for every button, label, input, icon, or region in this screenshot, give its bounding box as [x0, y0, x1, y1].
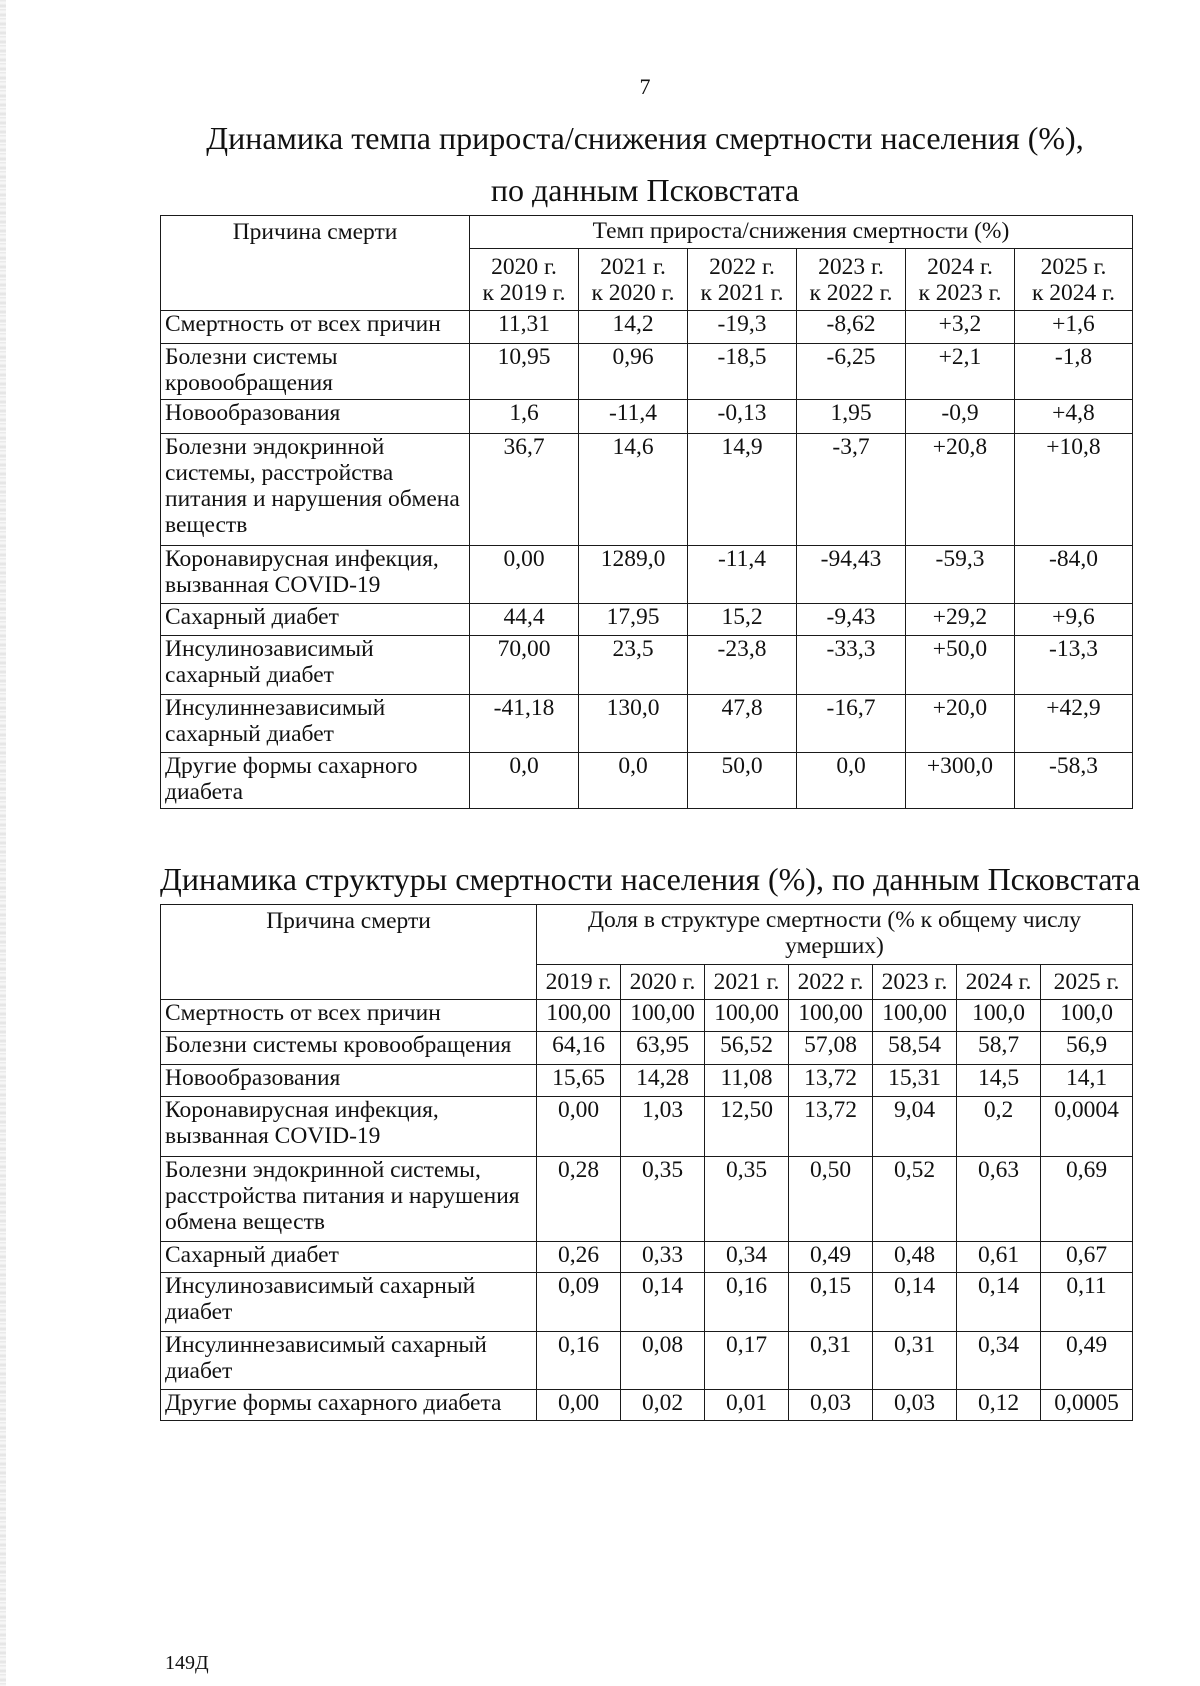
value-cell: -94,43 [797, 546, 906, 604]
value-cell: +2,1 [906, 344, 1015, 400]
value-cell: 1,95 [797, 400, 906, 434]
table-row [161, 1157, 1133, 1242]
cause-cell: Инсулинозависимый сахарный диабет [161, 636, 470, 695]
value-cell: 0,96 [579, 344, 688, 400]
table2-year-header: 2021 г. [705, 965, 789, 1000]
value-cell: -59,3 [906, 546, 1015, 604]
cause-cell: Инсулиннезависимый сахарный диабет [161, 1332, 537, 1390]
value-cell: +20,8 [906, 434, 1015, 546]
value-cell: 100,00 [621, 1000, 705, 1032]
value-cell: 0,52 [873, 1157, 957, 1242]
table-row [161, 311, 1133, 344]
cause-cell: Инсулинозависимый сахарный диабет [161, 1273, 537, 1332]
value-cell: 0,35 [705, 1157, 789, 1242]
mortality-structure-table [160, 904, 1133, 1421]
cause-cell: Коронавирусная инфекция, вызванная COVID-19 [161, 1097, 537, 1157]
table1-title-line1: Динамика темпа прироста/снижения смертности населения (%), [206, 120, 1084, 156]
value-cell: 10,95 [470, 344, 579, 400]
value-cell: 0,01 [705, 1390, 789, 1421]
value-cell: +300,0 [906, 753, 1015, 809]
value-cell: 0,16 [537, 1332, 621, 1390]
value-cell: 58,54 [873, 1032, 957, 1065]
value-cell: 44,4 [470, 604, 579, 636]
value-cell: 0,35 [621, 1157, 705, 1242]
value-cell: +4,8 [1015, 400, 1133, 434]
table-row [161, 400, 1133, 434]
value-cell: +29,2 [906, 604, 1015, 636]
value-cell: -18,5 [688, 344, 797, 400]
value-cell: 15,65 [537, 1065, 621, 1097]
value-cell: 1289,0 [579, 546, 688, 604]
value-cell: 0,09 [537, 1273, 621, 1332]
value-cell: 0,00 [537, 1390, 621, 1421]
table1-header-group: Темп прироста/снижения смертности (%) [470, 216, 1133, 249]
value-cell: -84,0 [1015, 546, 1133, 604]
cause-cell: Коронавирусная инфекция, вызванная COVID-19 [161, 546, 470, 604]
value-cell: 58,7 [957, 1032, 1041, 1065]
value-cell: 0,48 [873, 1242, 957, 1273]
scan-edge [0, 0, 6, 1686]
value-cell: 14,5 [957, 1065, 1041, 1097]
value-cell: 0,16 [705, 1273, 789, 1332]
table2-title: Динамика структуры смертности населения (%), по данным Псковстата [160, 861, 1141, 897]
cause-cell: Сахарный диабет [161, 604, 470, 636]
value-cell: 0,0 [579, 753, 688, 809]
value-cell: 100,0 [1041, 1000, 1133, 1032]
cause-cell: Другие формы сахарного диабета [161, 1390, 537, 1421]
table-row [161, 1065, 1133, 1097]
value-cell: 0,11 [1041, 1273, 1133, 1332]
value-cell: 0,49 [1041, 1332, 1133, 1390]
value-cell: 0,17 [705, 1332, 789, 1390]
value-cell: +3,2 [906, 311, 1015, 344]
value-cell: 0,0004 [1041, 1097, 1133, 1157]
value-cell: -0,13 [688, 400, 797, 434]
table1-year-header: 2025 г. к 2024 г. [1015, 249, 1133, 311]
value-cell: -11,4 [688, 546, 797, 604]
value-cell: 0,03 [789, 1390, 873, 1421]
value-cell: 23,5 [579, 636, 688, 695]
value-cell: 0,02 [621, 1390, 705, 1421]
cause-cell: Другие формы сахарного диабета [161, 753, 470, 809]
cause-cell: Болезни эндокринной системы, расстройства питания и нарушения обмена веществ [161, 1157, 537, 1242]
value-cell: 15,2 [688, 604, 797, 636]
value-cell: 0,28 [537, 1157, 621, 1242]
value-cell: 0,26 [537, 1242, 621, 1273]
table2-year-header: 2019 г. [537, 965, 621, 1000]
table1-title-line2: по данным Псковстата [490, 172, 800, 208]
value-cell: -0,9 [906, 400, 1015, 434]
table2-header-group: Доля в структуре смертности (% к общему числу умерших) [537, 905, 1133, 965]
table1-year-header: 2023 г. к 2022 г. [797, 249, 906, 311]
table1-header-cause: Причина смерти [161, 216, 470, 311]
value-cell: -11,4 [579, 400, 688, 434]
table-row [161, 1332, 1133, 1390]
value-cell: +50,0 [906, 636, 1015, 695]
value-cell: 14,9 [688, 434, 797, 546]
table-row [161, 753, 1133, 809]
cause-cell: Сахарный диабет [161, 1242, 537, 1273]
value-cell: -8,62 [797, 311, 906, 344]
table-row [161, 604, 1133, 636]
value-cell: 14,28 [621, 1065, 705, 1097]
value-cell: -41,18 [470, 695, 579, 753]
value-cell: 0,34 [957, 1332, 1041, 1390]
table-row [161, 1097, 1133, 1157]
page-number: 7 [639, 74, 651, 99]
cause-cell: Инсулиннезависимый сахарный диабет [161, 695, 470, 753]
value-cell: 0,2 [957, 1097, 1041, 1157]
value-cell: 9,04 [873, 1097, 957, 1157]
table-row [161, 1273, 1133, 1332]
value-cell: 14,1 [1041, 1065, 1133, 1097]
table-row [161, 546, 1133, 604]
value-cell: 100,00 [537, 1000, 621, 1032]
value-cell: 0,03 [873, 1390, 957, 1421]
value-cell: 100,00 [789, 1000, 873, 1032]
cause-cell: Новообразования [161, 400, 470, 434]
value-cell: +10,8 [1015, 434, 1133, 546]
value-cell: 57,08 [789, 1032, 873, 1065]
value-cell: 0,12 [957, 1390, 1041, 1421]
value-cell: 0,63 [957, 1157, 1041, 1242]
value-cell: 11,08 [705, 1065, 789, 1097]
value-cell: 0,67 [1041, 1242, 1133, 1273]
value-cell: +20,0 [906, 695, 1015, 753]
mortality-growth-table [160, 215, 1133, 809]
value-cell: 0,14 [957, 1273, 1041, 1332]
value-cell: 50,0 [688, 753, 797, 809]
value-cell: 130,0 [579, 695, 688, 753]
cause-cell: Смертность от всех причин [161, 1000, 537, 1032]
table2-year-header: 2020 г. [621, 965, 705, 1000]
value-cell: -3,7 [797, 434, 906, 546]
value-cell: 0,08 [621, 1332, 705, 1390]
value-cell: 47,8 [688, 695, 797, 753]
table2-year-header: 2025 г. [1041, 965, 1133, 1000]
value-cell: 14,6 [579, 434, 688, 546]
value-cell: 0,31 [789, 1332, 873, 1390]
value-cell: 0,49 [789, 1242, 873, 1273]
value-cell: 0,61 [957, 1242, 1041, 1273]
value-cell: 13,72 [789, 1097, 873, 1157]
value-cell: 0,00 [537, 1097, 621, 1157]
table1-year-header: 2024 г. к 2023 г. [906, 249, 1015, 311]
value-cell: -16,7 [797, 695, 906, 753]
table-row [161, 344, 1133, 400]
value-cell: -58,3 [1015, 753, 1133, 809]
table-row [161, 1390, 1133, 1421]
table-row [161, 695, 1133, 753]
value-cell: 0,14 [873, 1273, 957, 1332]
table-row [161, 636, 1133, 695]
value-cell: 1,6 [470, 400, 579, 434]
value-cell: 0,33 [621, 1242, 705, 1273]
table2-year-header: 2024 г. [957, 965, 1041, 1000]
value-cell: 0,31 [873, 1332, 957, 1390]
value-cell: 0,0 [470, 753, 579, 809]
value-cell: 0,50 [789, 1157, 873, 1242]
value-cell: 1,03 [621, 1097, 705, 1157]
value-cell: 15,31 [873, 1065, 957, 1097]
value-cell: 0,15 [789, 1273, 873, 1332]
cause-cell: Болезни эндокринной системы, расстройства питания и нарушения обмена веществ [161, 434, 470, 546]
table2-year-header: 2023 г. [873, 965, 957, 1000]
cause-cell: Болезни системы кровообращения [161, 1032, 537, 1065]
value-cell: 64,16 [537, 1032, 621, 1065]
value-cell: -33,3 [797, 636, 906, 695]
value-cell: 63,95 [621, 1032, 705, 1065]
table1-year-header: 2022 г. к 2021 г. [688, 249, 797, 311]
value-cell: 0,34 [705, 1242, 789, 1273]
value-cell: 17,95 [579, 604, 688, 636]
value-cell: 14,2 [579, 311, 688, 344]
value-cell: 100,0 [957, 1000, 1041, 1032]
value-cell: -23,8 [688, 636, 797, 695]
value-cell: 0,00 [470, 546, 579, 604]
value-cell: 0,0005 [1041, 1390, 1133, 1421]
table-row [161, 1242, 1133, 1273]
value-cell: +42,9 [1015, 695, 1133, 753]
value-cell: 70,00 [470, 636, 579, 695]
value-cell: -9,43 [797, 604, 906, 636]
cause-cell: Болезни системы кровообращения [161, 344, 470, 400]
value-cell: -1,8 [1015, 344, 1133, 400]
cause-cell: Смертность от всех причин [161, 311, 470, 344]
value-cell: 100,00 [873, 1000, 957, 1032]
cause-cell: Новообразования [161, 1065, 537, 1097]
value-cell: 0,69 [1041, 1157, 1133, 1242]
table-row [161, 1032, 1133, 1065]
table-row [161, 434, 1133, 546]
document-code: 149Д [165, 1652, 209, 1674]
value-cell: 36,7 [470, 434, 579, 546]
table-row [161, 1000, 1133, 1032]
value-cell: 11,31 [470, 311, 579, 344]
value-cell: -13,3 [1015, 636, 1133, 695]
table2-header-cause: Причина смерти [161, 905, 537, 1000]
table1-year-header: 2020 г. к 2019 г. [470, 249, 579, 311]
value-cell: 0,14 [621, 1273, 705, 1332]
value-cell: 56,52 [705, 1032, 789, 1065]
value-cell: 56,9 [1041, 1032, 1133, 1065]
value-cell: 0,0 [797, 753, 906, 809]
value-cell: 100,00 [705, 1000, 789, 1032]
value-cell: -6,25 [797, 344, 906, 400]
value-cell: 13,72 [789, 1065, 873, 1097]
table2-year-header: 2022 г. [789, 965, 873, 1000]
value-cell: +1,6 [1015, 311, 1133, 344]
table1-year-header: 2021 г. к 2020 г. [579, 249, 688, 311]
value-cell: +9,6 [1015, 604, 1133, 636]
value-cell: -19,3 [688, 311, 797, 344]
value-cell: 12,50 [705, 1097, 789, 1157]
